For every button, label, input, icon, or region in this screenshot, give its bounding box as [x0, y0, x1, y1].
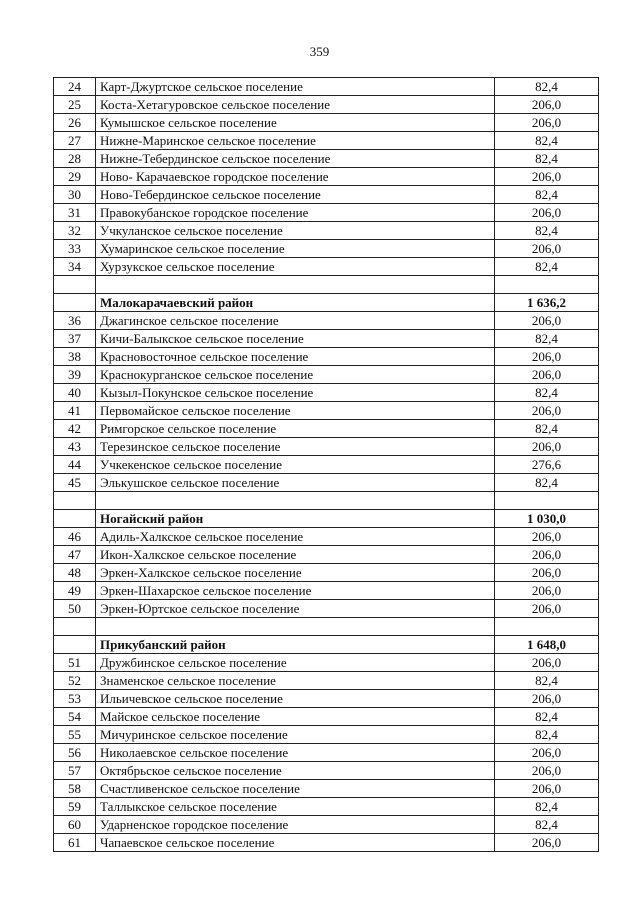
amount: 206,0	[495, 690, 599, 708]
row-number: 25	[54, 96, 96, 114]
amount	[495, 618, 599, 636]
spacer-row	[54, 618, 599, 636]
amount	[495, 492, 599, 510]
amount: 206,0	[495, 366, 599, 384]
amount: 82,4	[495, 222, 599, 240]
amount: 82,4	[495, 132, 599, 150]
settlement-name: Икон-Халкское сельское поселение	[96, 546, 495, 564]
table-row	[54, 438, 599, 456]
row-number: 38	[54, 348, 96, 366]
district-row	[54, 294, 599, 312]
amount: 206,0	[495, 600, 599, 618]
row-number: 58	[54, 780, 96, 798]
row-number: 28	[54, 150, 96, 168]
table-row	[54, 834, 599, 852]
row-number	[54, 636, 96, 654]
table-row	[54, 654, 599, 672]
table-row	[54, 222, 599, 240]
amount: 206,0	[495, 312, 599, 330]
settlement-name: Ново- Карачаевское городское поселение	[96, 168, 495, 186]
table-row	[54, 528, 599, 546]
settlement-name: Счастливенское сельское поселение	[96, 780, 495, 798]
table-row	[54, 330, 599, 348]
settlement-name: Учкуланское сельское поселение	[96, 222, 495, 240]
settlement-name: Джагинское сельское поселение	[96, 312, 495, 330]
settlement-name: Карт-Джуртское сельское поселение	[96, 78, 495, 96]
table-row	[54, 78, 599, 96]
row-number: 31	[54, 204, 96, 222]
amount: 82,4	[495, 150, 599, 168]
settlement-name: Ногайский район	[96, 510, 495, 528]
row-number	[54, 492, 96, 510]
row-number: 24	[54, 78, 96, 96]
table-row	[54, 690, 599, 708]
amount: 206,0	[495, 744, 599, 762]
settlement-name: Эркен-Халкское сельское поселение	[96, 564, 495, 582]
table-row	[54, 402, 599, 420]
amount: 82,4	[495, 672, 599, 690]
table-row	[54, 366, 599, 384]
row-number: 47	[54, 546, 96, 564]
table-body	[54, 78, 599, 852]
settlement-name	[96, 276, 495, 294]
row-number	[54, 510, 96, 528]
table-row	[54, 204, 599, 222]
settlement-name: Эркен-Юртское сельское поселение	[96, 600, 495, 618]
settlement-name: Краснокурганское сельское поселение	[96, 366, 495, 384]
settlement-name: Кичи-Балыкское сельское поселение	[96, 330, 495, 348]
settlement-name: Кумышское сельское поселение	[96, 114, 495, 132]
settlement-name: Мичуринское сельское поселение	[96, 726, 495, 744]
amount: 206,0	[495, 438, 599, 456]
amount: 206,0	[495, 96, 599, 114]
row-number: 44	[54, 456, 96, 474]
amount: 206,0	[495, 780, 599, 798]
amount: 82,4	[495, 420, 599, 438]
table-row	[54, 708, 599, 726]
row-number: 61	[54, 834, 96, 852]
amount: 206,0	[495, 348, 599, 366]
amount: 206,0	[495, 654, 599, 672]
row-number: 45	[54, 474, 96, 492]
settlement-name: Майское сельское поселение	[96, 708, 495, 726]
row-number: 39	[54, 366, 96, 384]
row-number: 50	[54, 600, 96, 618]
amount: 1 636,2	[495, 294, 599, 312]
table-row	[54, 762, 599, 780]
settlement-name: Адиль-Халкское сельское поселение	[96, 528, 495, 546]
allocation-table	[53, 77, 599, 852]
table-row	[54, 564, 599, 582]
table-row	[54, 114, 599, 132]
amount: 82,4	[495, 474, 599, 492]
row-number: 54	[54, 708, 96, 726]
table-row	[54, 546, 599, 564]
amount: 82,4	[495, 78, 599, 96]
settlement-name: Николаевское сельское поселение	[96, 744, 495, 762]
row-number: 52	[54, 672, 96, 690]
row-number: 36	[54, 312, 96, 330]
settlement-name: Учкекенское сельское поселение	[96, 456, 495, 474]
table-row	[54, 798, 599, 816]
table-row	[54, 384, 599, 402]
table-row	[54, 168, 599, 186]
amount: 206,0	[495, 528, 599, 546]
row-number: 42	[54, 420, 96, 438]
amount: 206,0	[495, 240, 599, 258]
table-row	[54, 258, 599, 276]
amount: 276,6	[495, 456, 599, 474]
table-row	[54, 150, 599, 168]
amount: 1 030,0	[495, 510, 599, 528]
settlement-name: Эркен-Шахарское сельское поселение	[96, 582, 495, 600]
row-number: 55	[54, 726, 96, 744]
settlement-name: Коста-Хетагуровское сельское поселение	[96, 96, 495, 114]
amount: 206,0	[495, 834, 599, 852]
table-row	[54, 96, 599, 114]
row-number: 59	[54, 798, 96, 816]
settlement-name: Терезинское сельское поселение	[96, 438, 495, 456]
table-row	[54, 780, 599, 798]
table-row	[54, 456, 599, 474]
amount: 82,4	[495, 726, 599, 744]
table-row	[54, 132, 599, 150]
amount: 206,0	[495, 168, 599, 186]
row-number: 46	[54, 528, 96, 546]
amount: 82,4	[495, 384, 599, 402]
settlement-name: Прикубанский район	[96, 636, 495, 654]
spacer-row	[54, 492, 599, 510]
settlement-name: Малокарачаевский район	[96, 294, 495, 312]
table-row	[54, 240, 599, 258]
settlement-name: Хурзукское сельское поселение	[96, 258, 495, 276]
amount: 82,4	[495, 816, 599, 834]
row-number: 37	[54, 330, 96, 348]
page-number: 359	[309, 44, 330, 59]
settlement-name: Октябрьское сельское поселение	[96, 762, 495, 780]
row-number: 51	[54, 654, 96, 672]
settlement-name: Нижне-Тебердинское сельское поселение	[96, 150, 495, 168]
district-row	[54, 510, 599, 528]
row-number: 57	[54, 762, 96, 780]
spacer-row	[54, 276, 599, 294]
settlement-name: Нижне-Маринское сельское поселение	[96, 132, 495, 150]
table-row	[54, 474, 599, 492]
settlement-name: Элькушское сельское поселение	[96, 474, 495, 492]
row-number: 56	[54, 744, 96, 762]
settlement-name: Ново-Тебердинское сельское поселение	[96, 186, 495, 204]
amount: 82,4	[495, 708, 599, 726]
table-row	[54, 744, 599, 762]
table-row	[54, 726, 599, 744]
amount: 82,4	[495, 186, 599, 204]
row-number: 60	[54, 816, 96, 834]
amount: 206,0	[495, 564, 599, 582]
amount	[495, 276, 599, 294]
row-number: 53	[54, 690, 96, 708]
row-number: 41	[54, 402, 96, 420]
table-row	[54, 420, 599, 438]
row-number: 30	[54, 186, 96, 204]
table-row	[54, 186, 599, 204]
settlement-name: Первомайское сельское поселение	[96, 402, 495, 420]
amount: 206,0	[495, 402, 599, 420]
amount: 82,4	[495, 330, 599, 348]
district-row	[54, 636, 599, 654]
settlement-name: Правокубанское городское поселение	[96, 204, 495, 222]
amount: 82,4	[495, 798, 599, 816]
table-row	[54, 600, 599, 618]
amount: 206,0	[495, 114, 599, 132]
row-number: 43	[54, 438, 96, 456]
row-number: 29	[54, 168, 96, 186]
amount: 206,0	[495, 582, 599, 600]
amount: 206,0	[495, 204, 599, 222]
settlement-name: Чапаевское сельское поселение	[96, 834, 495, 852]
settlement-name	[96, 618, 495, 636]
table-row	[54, 312, 599, 330]
table-row	[54, 348, 599, 366]
settlement-name: Хумаринское сельское поселение	[96, 240, 495, 258]
row-number	[54, 276, 96, 294]
row-number	[54, 294, 96, 312]
settlement-name: Знаменское сельское поселение	[96, 672, 495, 690]
table-row	[54, 672, 599, 690]
row-number: 40	[54, 384, 96, 402]
row-number: 33	[54, 240, 96, 258]
row-number: 27	[54, 132, 96, 150]
settlement-name: Кызыл-Покунское сельское поселение	[96, 384, 495, 402]
settlement-name: Красновосточное сельское поселение	[96, 348, 495, 366]
row-number	[54, 618, 96, 636]
settlement-name: Римгорское сельское поселение	[96, 420, 495, 438]
settlement-name: Дружбинское сельское поселение	[96, 654, 495, 672]
row-number: 48	[54, 564, 96, 582]
row-number: 34	[54, 258, 96, 276]
amount: 82,4	[495, 258, 599, 276]
row-number: 26	[54, 114, 96, 132]
row-number: 32	[54, 222, 96, 240]
settlement-name	[96, 492, 495, 510]
settlement-name: Таллыкское сельское поселение	[96, 798, 495, 816]
settlement-name: Ильичевское сельское поселение	[96, 690, 495, 708]
table-row	[54, 582, 599, 600]
row-number: 49	[54, 582, 96, 600]
table-row	[54, 816, 599, 834]
amount: 206,0	[495, 762, 599, 780]
amount: 1 648,0	[495, 636, 599, 654]
settlement-name: Ударненское городское поселение	[96, 816, 495, 834]
amount: 206,0	[495, 546, 599, 564]
